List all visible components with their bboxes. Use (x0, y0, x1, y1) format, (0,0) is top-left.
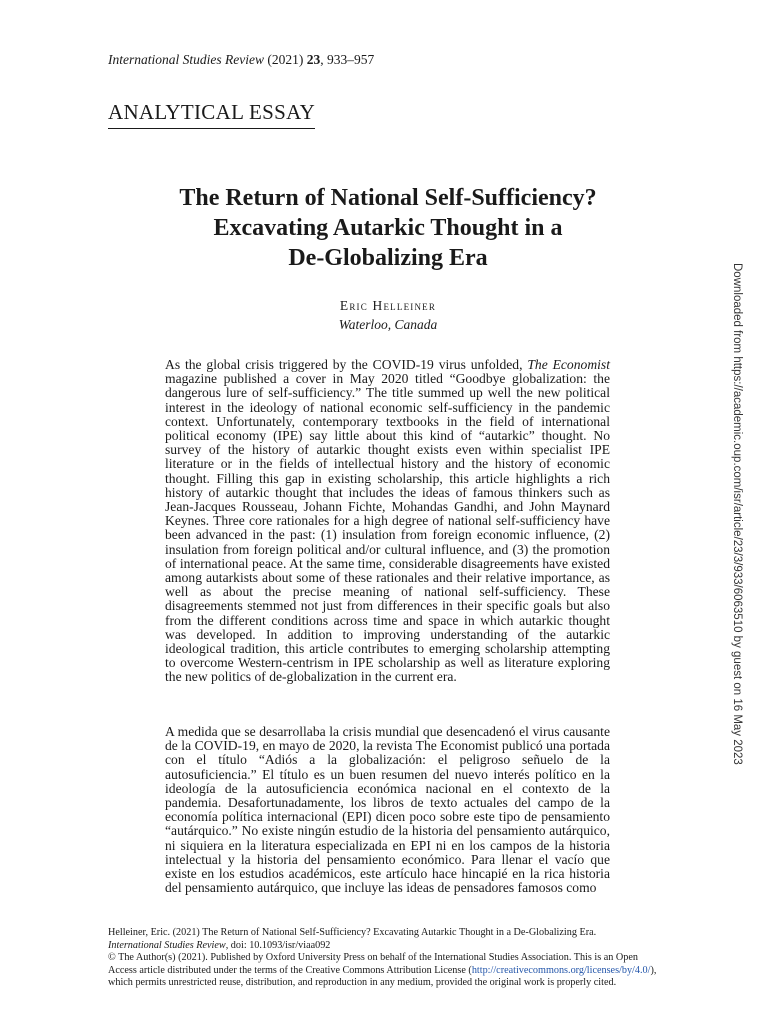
abstract-en-part2: magazine published a cover in May 2020 titled “Goodbye globalization: the dangerous lure of self-sufficiency.” The title summed up well the new political interest in the ideology of national economic self-sufficiency in the pandemic context. Unfortunately, contemporary textbooks in the field of international political economy (IPE) say little about this kind of “autarkic” thought. No survey of the history of autarkic thought exists even within specialist IPE literature or in the fields of intellectual history and the history of economic thought. Filling this gap in existing scholarship, this article highlights a rich history of autarkic thought that includes the ideas of famous thinkers such as Jean-Jacques Rousseau, Johann Fichte, Mohandas Gandhi, and John Maynard Keynes. Three core rationales for a high degree of national self-sufficiency have been advanced in the past: (1) insulation from foreign economic influence, (2) insulation from foreign political and/or cultural influence, and (3) the promotion of international peace. At the same time, considerable disagreements have existed among autarkists about some of these rationales and their relative importance, as well as about the precise meaning of national self-sufficiency. These disagreements stemmed not just from differences in their specific goals but also from the different conditions across time and space in which autarkic thought was developed. In addition to improving understanding of the autarkic ideological tradition, this article contributes to emerging scholarship attempting to overcome Western-centrism in IPE scholarship as well as literature exploring the new politics of de-globalization in the current era. (165, 371, 610, 685)
magazine-name: The Economist (527, 357, 610, 372)
footnote-doi: , doi: 10.1093/isr/viaa092 (225, 939, 331, 951)
article-title (108, 183, 668, 273)
footnote-citation: Helleiner, Eric. (2021) The Return of National Self-Sufficiency? Excavating Autarkic Thought in a De-Globalizing Era. (108, 927, 597, 938)
journal-pages: , 933–957 (320, 52, 375, 67)
journal-volume: 23 (306, 52, 321, 67)
abstract-en-part1: As the global crisis triggered by the COVID-19 virus unfolded, (165, 357, 528, 372)
journal-citation-header (108, 52, 374, 68)
section-heading: ANALYTICAL ESSAY (108, 100, 315, 129)
journal-year: (2021) (267, 52, 304, 67)
title-line-2: Excavating Autarkic Thought in a (213, 215, 563, 241)
license-link[interactable]: http://creativecommons.org/licenses/by/4.0/ (471, 964, 651, 976)
title-line-1: The Return of National Self-Sufficiency? (179, 185, 597, 211)
title-line-3: De-Globalizing Era (288, 245, 488, 271)
journal-name: International Studies Review (108, 52, 264, 67)
footnote-journal: International Studies Review (108, 939, 226, 951)
author-affiliation: Waterloo, Canada (338, 317, 438, 332)
download-watermark: Downloaded from https://academic.oup.com/isr/article/23/3/933/6063510 by guest on 16 May 2023 (731, 263, 743, 765)
abstract-spanish: A medida que se desarrollaba la crisis mundial que desencadenó el virus causante de la COVID-19, en mayo de 2020, la revista The Economist publicó una portada con el título “Adiós a la globalización: el peligroso señuelo de la autosuficiencia.” El título es un buen resumen del nuevo interés político en la ideología de la autosuficiencia económica nacional en el contexto de la pandemia. Desafortunadamente, los libros de texto actuales del campo de la economía política internacional (EPI) dicen poco sobre este tipo de pensamiento “autárquico.” No existe ningún estudio de la historia del pensamiento autárquico, ni siquiera en la literatura especializada en EPI ni en los campos de la historia intelectual y la historia del pensamiento económico. Para llenar el vacío que existe en los estudios académicos, este artículo hace hincapié en la rica historia del pensamiento autárquico, que incluye las ideas de pensadores famosos como (165, 724, 610, 896)
abstract-english (165, 358, 610, 685)
footnote-rest: ), which permits unrestricted reuse, distribution, and reproduction in any medium, provided the original work is properly cited. (108, 964, 657, 988)
footnote-copyright: © The Author(s) (2021). Published by Oxford University Press on behalf of the International Studies Association. This is an Open Access article distributed under the terms of the Creative Commons Attribution License ( (108, 952, 638, 976)
footnote (108, 927, 668, 990)
author-name: Eric Helleiner (339, 298, 437, 313)
